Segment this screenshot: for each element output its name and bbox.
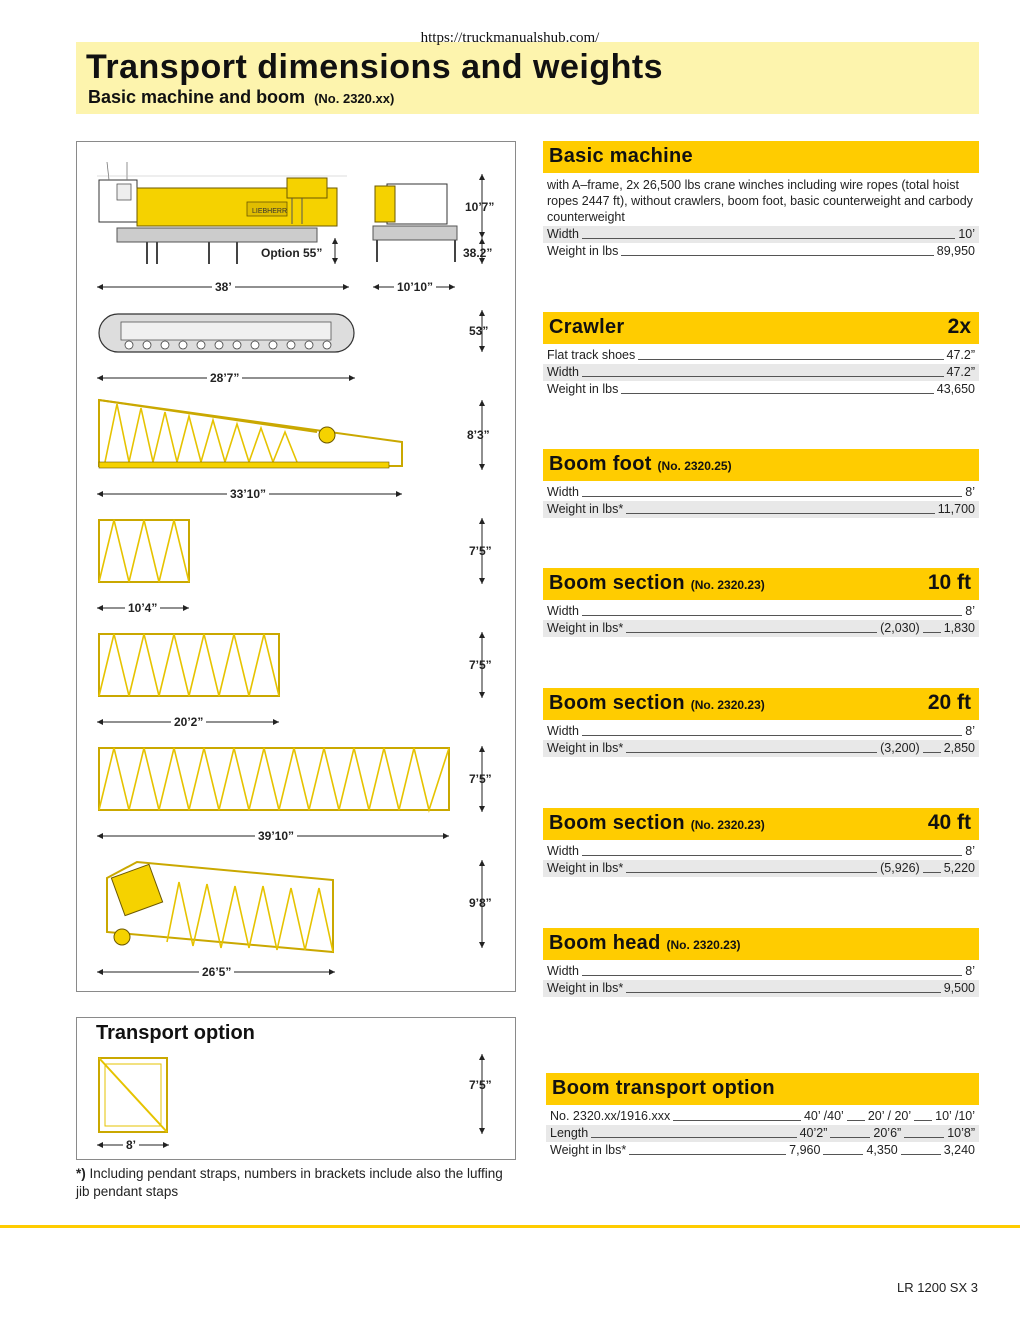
page-title: Transport dimensions and weights [86,48,664,86]
section-part-number: (No. 2320.23) [690,818,765,832]
dim-boom40-length: 39’10” [255,829,297,843]
page-header [76,42,979,114]
section-header [543,568,979,600]
section-title-text: Boom foot [549,453,652,475]
boom-section-20-drawing [99,634,279,696]
spec-label: Weight in lbs* [547,861,624,875]
spec-value: 8’ [965,485,975,499]
spec-value-40: 40’2” [799,1126,828,1140]
dim-crawler-height: 53” [469,324,489,338]
spec-label: Weight in lbs [547,244,619,258]
dim-boom10-height: 7’5” [469,544,492,558]
section-boom-10ft [543,568,979,637]
spec-row [546,1125,979,1142]
spec-row [543,226,979,243]
spec-value: 8’ [965,724,975,738]
spec-row [543,243,979,260]
dim-basic-length: 38’ [212,280,235,294]
section-title [549,572,765,595]
subtitle-text: Basic machine and boom [88,87,306,107]
section-title [549,812,765,835]
spec-label: No. 2320.xx/1916.xxx [550,1109,671,1123]
spec-value-40: 7,960 [789,1143,821,1157]
section-basic-machine [543,141,979,260]
boom-section-10-drawing [99,520,189,582]
dim-basic-width: 10’10” [394,280,436,294]
spec-value: 8’ [965,964,975,978]
spec-label: Width [547,844,579,858]
spec-row [543,963,979,980]
source-url[interactable]: https://truckmanualshub.com/ [420,30,600,46]
spec-value: 43,650 [936,382,975,396]
dim-basic-height: 10’7” [465,200,495,214]
spec-label: Weight in lbs* [550,1143,627,1157]
spec-label: Weight in lbs* [547,741,624,755]
spec-value: 9,500 [943,981,975,995]
section-boom-20ft [543,688,979,757]
spec-row [543,620,979,637]
spec-label: Width [547,724,579,738]
spec-value-40: 40’ /40’ [803,1109,844,1123]
page-subtitle [88,87,394,108]
section-header [543,449,979,481]
spec-row [546,1142,979,1159]
transport-option-drawing [77,1018,517,1161]
section-title-text: Boom section [549,812,685,834]
dim-boom20-height: 7’5” [469,658,492,672]
spec-value: 5,220 [943,861,975,875]
section-header [543,688,979,720]
spec-row [543,980,979,997]
dim-boomfoot-height: 8’3” [467,428,490,442]
boom-head-drawing [107,862,333,952]
spec-label: Width [547,485,579,499]
section-title [549,453,732,476]
spec-value-10: 3,240 [943,1143,975,1157]
spec-row [543,364,979,381]
spec-label: Width [547,964,579,978]
section-title-text: Boom section [549,692,685,714]
dim-transport-width: 8’ [123,1138,139,1152]
transport-option-title: Transport option [96,1022,255,1044]
footer-rule [0,1225,1020,1228]
page-number: LR 1200 SX 3 [897,1280,978,1295]
spec-row [546,1108,979,1125]
spec-row [543,740,979,757]
dim-crawler-length: 28’7” [207,371,242,385]
section-title: Boom transport option [552,1077,775,1099]
crawler-drawing [99,314,354,352]
section-length: 20 ft [927,691,971,714]
spec-value: 89,950 [936,244,975,258]
spec-row [543,501,979,518]
spec-value-with-pendant: (2,030) [880,621,920,635]
dim-basic-option: Option 55” [261,246,323,260]
spec-label: Width [547,365,579,379]
section-boom-foot [543,449,979,518]
section-title: Crawler [549,316,625,338]
spec-value-10: 10’8” [947,1126,975,1140]
footnote-text: Including pendant straps, numbers in brackets include also the luffing jib pendant staps [76,1166,503,1199]
spec-row [543,723,979,740]
spec-value: 47.2” [946,365,975,379]
section-part-number: (No. 2320.25) [657,459,732,473]
section-boom-40ft [543,808,979,877]
spec-value: 8’ [965,604,975,618]
dim-boomhead-length: 26’5” [199,965,234,979]
spec-label: Weight in lbs [547,382,619,396]
section-header [543,808,979,840]
spec-row [543,603,979,620]
transport-option-panel [76,1017,516,1160]
section-length: 40 ft [927,811,971,834]
dim-boom10-length: 10’4” [125,601,160,615]
boom-foot-drawing [99,400,402,468]
spec-row [543,347,979,364]
spec-value: 11,700 [937,502,975,516]
spec-value-with-pendant: (3,200) [880,741,920,755]
spec-value-20: 20’6” [873,1126,902,1140]
spec-label: Width [547,227,579,241]
section-header [546,1073,979,1105]
spec-row [543,860,979,877]
spec-label: Weight in lbs* [547,502,624,516]
spec-value-with-pendant: (5,926) [880,861,920,875]
section-title: Basic machine [549,145,693,167]
basic-machine-front-drawing [373,184,457,262]
section-header [543,928,979,960]
section-header [543,141,979,173]
footnote-mark: *) [76,1166,86,1181]
spec-label: Width [547,604,579,618]
spec-label: Weight in lbs* [547,621,624,635]
section-boom-transport-option [546,1073,979,1159]
section-title-text: Boom section [549,572,685,594]
dim-basic-clearance: 38.2” [463,246,493,260]
spec-value-20: 20’ / 20’ [867,1109,912,1123]
spec-value: 2,850 [943,741,975,755]
spec-row [543,381,979,398]
dim-boomfoot-length: 33’10” [227,487,269,501]
section-part-number: (No. 2320.23) [666,938,741,952]
section-quantity: 2x [947,315,971,338]
drawings-panel [76,141,516,992]
svg-text:LIEBHERR: LIEBHERR [252,208,288,215]
component-drawings [77,142,517,993]
section-description: with A–frame, 2x 26,500 lbs crane winches including wire ropes (total hoist ropes 2447 ft), without crawlers, boom foot, basic counterweight and carbody counterweight [547,178,973,224]
subtitle-number: (No. 2320.xx) [314,91,395,106]
section-title-text: Boom head [549,932,661,954]
section-boom-head [543,928,979,997]
section-title [549,932,741,955]
boom-section-40-drawing [99,748,449,810]
footnote [76,1165,516,1201]
spec-label: Length [550,1126,589,1140]
dim-transport-height: 7’5” [469,1078,492,1092]
section-title [549,692,765,715]
spec-value: 1,830 [943,621,975,635]
spec-row [543,843,979,860]
dim-boomhead-height: 9’8” [469,896,492,910]
section-part-number: (No. 2320.23) [690,698,765,712]
section-crawler [543,312,979,398]
spec-value-10: 10’ /10’ [935,1109,975,1123]
spec-value-20: 4,350 [866,1143,898,1157]
spec-value: 8’ [965,844,975,858]
section-header [543,312,979,344]
dim-boom40-height: 7’5” [469,772,492,786]
spec-value: 10’ [958,227,975,241]
spec-label: Weight in lbs* [547,981,624,995]
dim-boom20-length: 20’2” [171,715,206,729]
spec-label: Flat track shoes [547,348,636,362]
spec-value: 47.2” [946,348,975,362]
spec-row [543,484,979,501]
section-length: 10 ft [927,571,971,594]
section-part-number: (No. 2320.23) [690,578,765,592]
